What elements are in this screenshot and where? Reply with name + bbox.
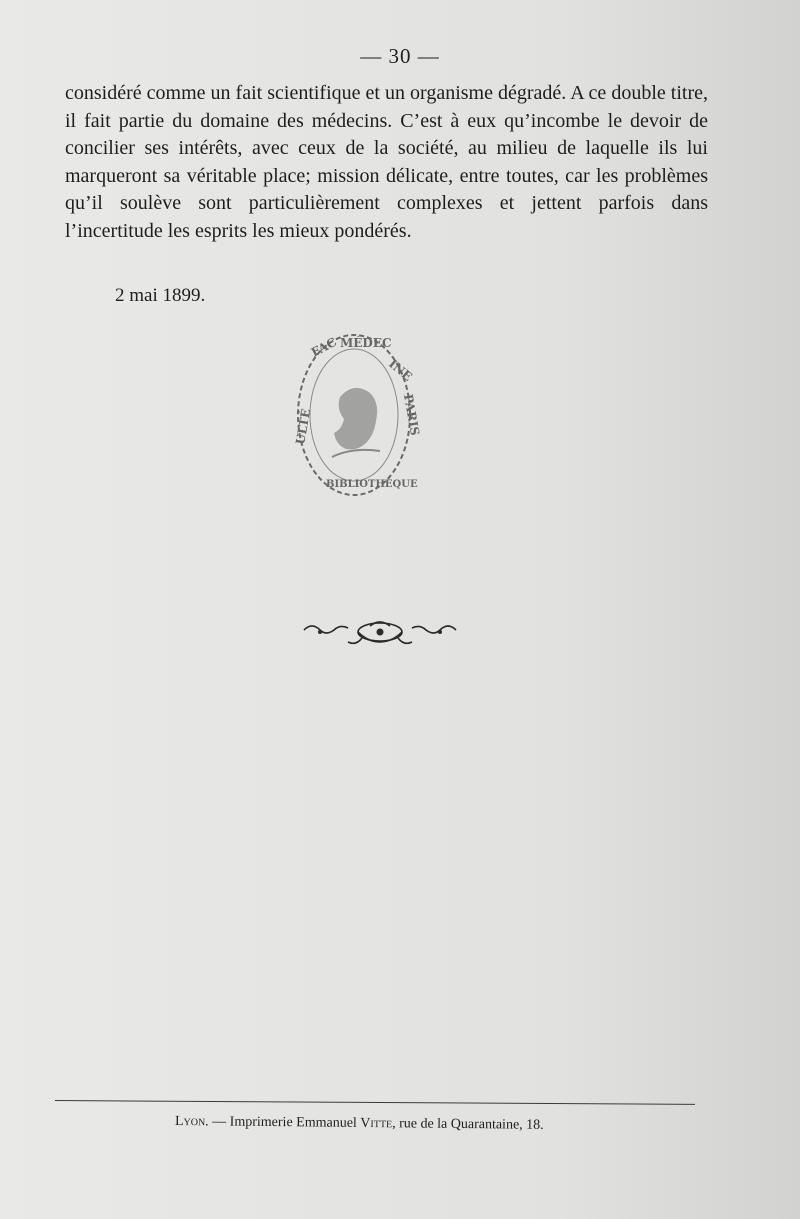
date-line: 2 mai 1899. bbox=[115, 285, 206, 306]
fleuron-ornament bbox=[300, 612, 460, 652]
colophon-address: , rue de la Quarantaine, 18. bbox=[392, 1116, 544, 1133]
colophon-printer-name: Vitte bbox=[360, 1115, 393, 1132]
colophon-dash: — bbox=[212, 1114, 227, 1130]
svg-text:INE: INE bbox=[386, 356, 415, 384]
svg-text:BIBLIOTHÈQUE: BIBLIOTHÈQUE bbox=[326, 479, 418, 490]
svg-text:MÉDEC: MÉDEC bbox=[340, 336, 392, 350]
library-stamp bbox=[292, 325, 422, 505]
body-paragraph: considéré comme un fait scientifique et un organisme dégradé. A ce double titre, il fait partie du domaine des médecins. C’est à eux qu’incombe le devoir de concilier ses intérêts, avec ceux de la société, au milieu de laquelle ils lui marqueront sa véritable place; mission délicate, entre toutes, car les problèmes qu’il soulève sont particulièrement complexes et jettent parfois dans l’incertitude les esprits les mieux pondérés. bbox=[65, 82, 708, 242]
svg-text:ULTÉ: ULTÉ bbox=[293, 407, 314, 446]
svg-text:FAC: FAC bbox=[308, 334, 339, 360]
svg-text:PARIS: PARIS bbox=[401, 393, 422, 437]
colophon-printer: Imprimerie Emmanuel bbox=[229, 1114, 357, 1131]
page-number: — 30 — bbox=[360, 44, 440, 68]
colophon-city: Lyon. bbox=[174, 1114, 209, 1130]
